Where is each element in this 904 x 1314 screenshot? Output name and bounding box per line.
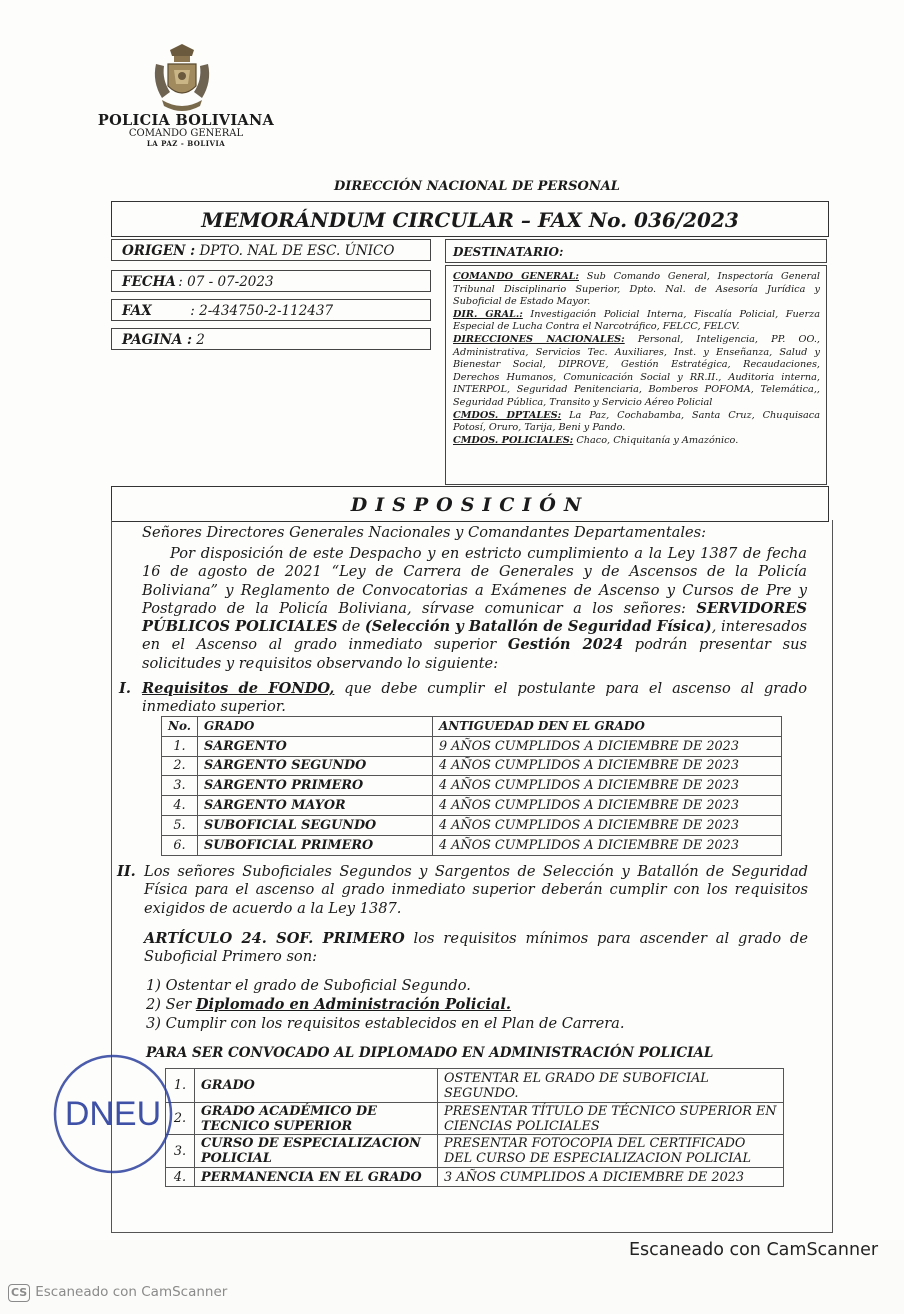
group-text: Sub Comando General, Inspectoría General Tribunal Disciplinario Superior, Dpto. Nal. de Asesoría Jurídica y Suboficial de Estado Mayor.	[453, 271, 820, 308]
destinatario-label: DESTINATARIO:	[445, 239, 827, 263]
table-row	[162, 736, 782, 756]
header-grado: GRADO	[197, 717, 432, 737]
fax-value: : 2-434750-2-112437	[190, 303, 334, 319]
org-subtitle: COMANDO GENERAL	[128, 128, 244, 139]
requirement-item-1: 1) Ostentar el grado de Suboficial Segundo.	[146, 977, 471, 994]
header-no: No.	[162, 717, 198, 737]
camscanner-footer	[8, 1284, 227, 1302]
convoca-table	[165, 1068, 784, 1187]
cell-requisito: GRADO	[195, 1069, 438, 1103]
dneu-stamp	[52, 1053, 174, 1175]
table-row	[162, 776, 782, 796]
section-1-numeral: I.	[119, 680, 131, 697]
stamp-text: DNEU	[64, 1095, 162, 1133]
body-bold: (Selección y Batallón de Seguridad Física)	[364, 618, 712, 636]
body-text: , interesados en el Ascenso al grado inmediato superior	[142, 618, 807, 654]
cell-no: 3.	[166, 1135, 195, 1168]
org-name: POLICIA BOLIVIANA	[97, 112, 275, 129]
table-row	[162, 796, 782, 816]
disposicion-body	[142, 545, 807, 673]
destinatario-group	[453, 435, 820, 448]
cell-no: 2.	[162, 756, 198, 776]
camscanner-logo-icon: CS	[8, 1284, 30, 1302]
pagina-label: PAGINA :	[122, 332, 192, 348]
pagina-value: 2	[196, 332, 205, 348]
cell-detalle: OSTENTAR EL GRADO DE SUBOFICIAL SEGUNDO.	[438, 1069, 784, 1103]
cell-antiguedad: 4 AÑOS CUMPLIDOS A DICIEMBRE DE 2023	[432, 835, 781, 855]
section-2-numeral: II.	[117, 863, 136, 880]
table-row	[166, 1135, 784, 1168]
cell-grado: SUBOFICIAL PRIMERO	[197, 835, 432, 855]
item-bold: Diplomado en Administración Policial.	[195, 996, 511, 1013]
table-header-row	[162, 717, 782, 737]
origen-label: ORIGEN :	[122, 243, 196, 259]
salutation: Señores Directores Generales Nacionales y Comandantes Departamentales:	[142, 524, 707, 541]
cell-requisito: GRADO ACADÉMICO DE TECNICO SUPERIOR	[195, 1103, 438, 1135]
org-city: LA PAZ - BOLIVIA	[146, 139, 226, 148]
cell-grado: SARGENTO SEGUNDO	[197, 756, 432, 776]
cell-antiguedad: 4 AÑOS CUMPLIDOS A DICIEMBRE DE 2023	[432, 756, 781, 776]
fecha-box	[111, 270, 431, 292]
fax-label: FAX	[122, 303, 152, 319]
origen-value: DPTO. NAL DE ESC. ÚNICO	[199, 243, 395, 259]
articulo-24	[144, 930, 808, 967]
destinatario-group	[453, 334, 820, 410]
section-1-intro	[142, 680, 807, 717]
section-2-text: Los señores Suboficiales Segundos y Sargentos de Selección y Batallón de Seguridad Física para el ascenso al grado inmediato superior deberán cumplir con los requisitos exigidos de acuerdo a la Ley 1387.	[144, 863, 808, 917]
body-bold: SERVIDORES PÚBLICOS POLICIALES	[142, 599, 807, 636]
cell-requisito: PERMANENCIA EN EL GRADO	[195, 1168, 438, 1187]
cell-requisito: CURSO DE ESPECIALIZACION POLICIAL	[195, 1135, 438, 1168]
item-text: 2) Ser	[146, 996, 196, 1013]
group-heading: COMANDO GENERAL:	[453, 271, 579, 282]
group-text: La Paz, Cochabamba, Santa Cruz, Chuquisaca Potosí, Oruro, Tarija, Beni y Pando.	[453, 409, 820, 434]
requirement-item-3: 3) Cumplir con los requisitos establecidos en el Plan de Carrera.	[146, 1015, 625, 1032]
group-heading: CMDOS. DPTALES:	[453, 409, 562, 421]
cell-antiguedad: 4 AÑOS CUMPLIDOS A DICIEMBRE DE 2023	[432, 776, 781, 796]
cell-grado: SARGENTO	[197, 736, 432, 756]
requirement-item-2	[146, 996, 511, 1014]
cell-no: 6.	[162, 835, 198, 855]
cell-detalle: PRESENTAR TÍTULO DE TÉCNICO SUPERIOR EN CIENCIAS POLICIALES	[438, 1103, 784, 1135]
organization-header	[86, 112, 286, 148]
cell-grado: SUBOFICIAL SEGUNDO	[197, 815, 432, 835]
group-text: Chaco, Chiquitanía y Amazónico.	[573, 434, 739, 446]
pagina-box	[111, 328, 431, 350]
table-row	[166, 1168, 784, 1187]
body-text: podrán presentar sus solicitudes y requisitos observando lo siguiente:	[142, 636, 807, 672]
group-heading: DIRECCIONES NACIONALES:	[453, 333, 625, 345]
table-row	[162, 815, 782, 835]
cell-antiguedad: 4 AÑOS CUMPLIDOS A DICIEMBRE DE 2023	[432, 796, 781, 816]
table-row	[166, 1103, 784, 1135]
convoca-title: PARA SER CONVOCADO AL DIPLOMADO EN ADMINISTRACIÓN POLICIAL	[146, 1045, 714, 1061]
cell-no: 3.	[162, 776, 198, 796]
group-text: Investigación Policial Interna, Fiscalía Policial, Fuerza Especial de Lucha Contra el Narcotráfico, FELCC, FELCV.	[453, 308, 820, 333]
police-emblem-logo	[148, 42, 216, 114]
cell-grado: SARGENTO PRIMERO	[197, 776, 432, 796]
body-text: de	[337, 618, 365, 636]
camscanner-label: Escaneado con CamScanner	[629, 1240, 879, 1260]
cell-no: 2.	[166, 1103, 195, 1135]
cell-no: 1.	[162, 736, 198, 756]
cell-antiguedad: 4 AÑOS CUMPLIDOS A DICIEMBRE DE 2023	[432, 815, 781, 835]
table-row	[162, 756, 782, 776]
disposicion-title: DISPOSICIÓN	[111, 486, 829, 522]
section-1-title: Requisitos de FONDO,	[142, 680, 335, 697]
table-row	[166, 1069, 784, 1103]
group-heading: CMDOS. POLICIALES:	[453, 434, 574, 446]
group-heading: DIR. GRAL.:	[453, 308, 523, 320]
destinatario-group	[453, 271, 820, 309]
direccion-heading: DIRECCIÓN NACIONAL DE PERSONAL	[334, 179, 620, 194]
fecha-value: : 07 - 07-2023	[178, 274, 274, 290]
cell-grado: SARGENTO MAYOR	[197, 796, 432, 816]
origen-box	[111, 239, 431, 261]
table-row	[162, 835, 782, 855]
body-text: Por disposición de este Despacho y en estricto cumplimiento a la Ley 1387 de fecha 16 de agosto de 2021 “Ley de Carrera de Generales y de Ascensos de la Policía Boliviana” y Reglamento de Convocatorias a Exámenes de Ascenso y Cursos de Pre y Postgrado de la Policía Boliviana, sírvase comunicar a los señores:	[142, 545, 807, 617]
cell-antiguedad: 9 AÑOS CUMPLIDOS A DICIEMBRE DE 2023	[432, 736, 781, 756]
cell-no: 4.	[166, 1168, 195, 1187]
destinatario-group	[453, 410, 820, 435]
destinatario-list	[445, 265, 827, 485]
cell-detalle: 3 AÑOS CUMPLIDOS A DICIEMBRE DE 2023	[438, 1168, 784, 1187]
fax-box	[111, 299, 431, 321]
section-1-text: que debe cumplir el postulante para el ascenso al grado inmediato superior.	[142, 680, 807, 716]
fecha-label: FECHA	[122, 274, 176, 290]
fondo-table	[161, 716, 782, 856]
cell-no: 5.	[162, 815, 198, 835]
group-text: Personal, Inteligencia, PP. OO., Administrativa, Servicios Tec. Auxiliares, Inst. y Enseñanza, Salud y Bienestar Social, DIPROVE, Gestión Estratégica, Recaudaciones, Derechos Humanos, Comunicación Social y RR.II., Auditoria interna, INTERPOL, Seguridad Penitenciaria, Bomberos POFOMA, Telemática,, Seguridad Pública, Transito y Servicio Aéreo Policial	[453, 333, 821, 408]
header-antiguedad: ANTIGUEDAD DEN EL GRADO	[432, 717, 781, 737]
cell-no: 1.	[166, 1069, 195, 1103]
cell-no: 4.	[162, 796, 198, 816]
articulo-bold: ARTÍCULO 24. SOF. PRIMERO	[144, 930, 405, 947]
destinatario-group	[453, 309, 820, 334]
body-bold: Gestión 2024	[507, 636, 624, 654]
articulo-text: los requisitos mínimos para ascender al grado de Suboficial Primero son:	[144, 930, 808, 966]
camscanner-footer-text: Escaneado con CamScanner	[35, 1284, 228, 1300]
cell-detalle: PRESENTAR FOTOCOPIA DEL CERTIFICADO DEL CURSO DE ESPECIALIZACION POLICIAL	[438, 1135, 784, 1168]
memo-title: MEMORÁNDUM CIRCULAR – FAX No. 036/2023	[111, 201, 829, 237]
